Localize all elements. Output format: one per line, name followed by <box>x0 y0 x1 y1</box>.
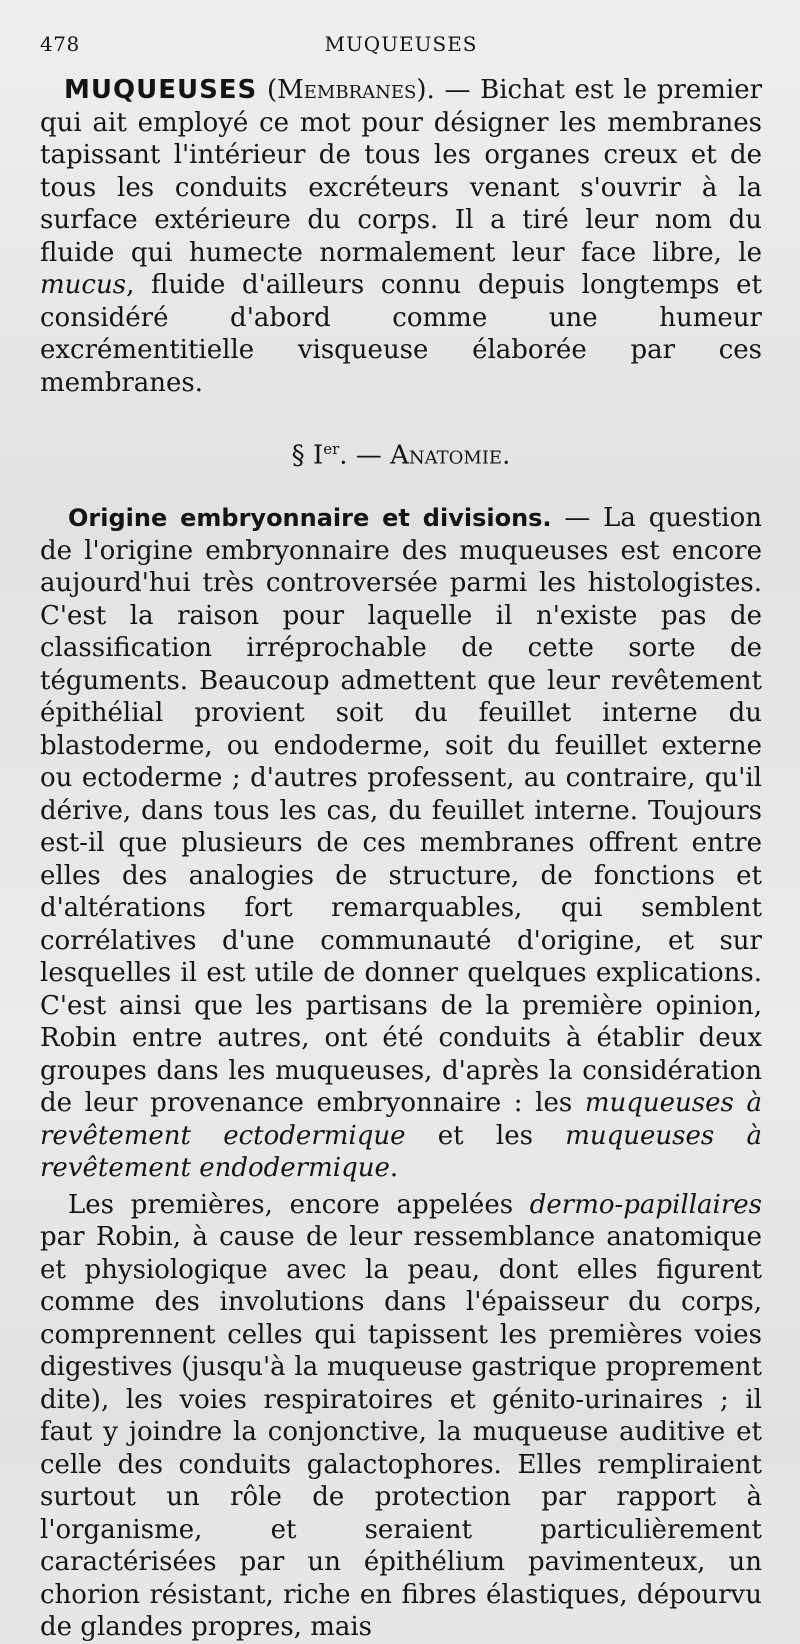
paragraph-heading: Origine embryonnaire et divisions. <box>68 504 552 533</box>
paragraph-premieres <box>40 1189 762 1644</box>
paragraph-mid: et les <box>405 1120 566 1151</box>
entry-text: — Bichat est le premier qui ait employé ce mot pour désigner les membranes tapissant l'intérieur de tous les organes creux et de tous les conduits excréteurs venant s'ouvrir à la surface extérieure du corps. Il a tiré leur nom du fluide qui humecte normalement leur face libre, le <box>40 75 763 268</box>
page-header <box>40 32 762 60</box>
paragraph-end: . <box>389 1153 399 1184</box>
paragraph-text: — La question de l'origine embryonnaire des muqueuses est encore aujourd'hui très controversée parmi les histologistes. C'est la raison pour laquelle il n'existe pas de classification irréprochable de cette sorte de téguments. Beaucoup admettent que leur revêtement épithélial provient soit du feuillet interne du blastoderme, ou endoderme, soit du feuillet externe ou ectoderme ; d'autres professent, au contraire, qu'il dérive, dans tous les cas, du feuillet interne. Toujours est-il que plusieurs de ces membranes offrent entre elles des analogies de structure, de fonctions et d'altérations fort remarquables, qui semblent corrélatives d'une communauté d'origine, et sur lesquelles il est utile de donner quelques explications. C'est ainsi que les partisans de la première opinion, Robin entre autres, ont été conduits à établir deux groupes dans les muqueuses, d'après la considération de leur provenance embryonnaire : les <box>40 503 762 1119</box>
page-number: 478 <box>40 32 80 56</box>
entry-headword: MUQUEUSES <box>64 75 258 105</box>
section-dash: . — <box>339 440 391 471</box>
italic-term-endodermique: muqueuses à revêtement endodermique <box>40 1120 762 1184</box>
paragraph2-text: Les premières, encore appelées <box>68 1189 530 1220</box>
italic-term-ectodermique: muqueuses à revêtement ectodermique <box>40 1088 762 1151</box>
paragraph-origine <box>40 502 762 1185</box>
section-title: Anatomie. <box>390 440 511 471</box>
paragraph2-rest: par Robin, à cause de leur ressemblance anatomique et physiologique avec la peau, dont elles figurent comme des involutions dans l'épaisseur du corps, comprennent celles qui tapissent les premières voies digestives (jusqu'à la muqueuse gastrique proprement dite), les voies respiratoires et génito-urinaires ; il faut y joindre la conjonctive, la muqueuse auditive et celle des conduits galactophores. Elles rempliraient surtout un rôle de protection par rapport à l'organisme, et seraient particulièrement caractérisées par un épithélium pavimenteux, un chorion résistant, riche en fibres élastiques, dépourvu de glandes propres, mais <box>40 1222 762 1643</box>
section-sup: er <box>323 440 340 458</box>
section-heading <box>40 433 762 472</box>
entry-paragraph <box>40 74 762 399</box>
page-body <box>40 74 762 1644</box>
running-title: MUQUEUSES <box>324 32 478 56</box>
entry-text-end: , fluide d'ailleurs connu depuis longtemps et considéré d'abord comme une humeur excrémentitielle visqueuse élaborée par ces membranes. <box>40 270 762 398</box>
entry-qualifier: (Membranes). <box>267 75 435 105</box>
italic-term-dermo-papillaires: dermo-papillaires <box>529 1189 762 1220</box>
section-sign: § I <box>291 440 324 471</box>
entry-italic-word: mucus <box>40 270 127 300</box>
